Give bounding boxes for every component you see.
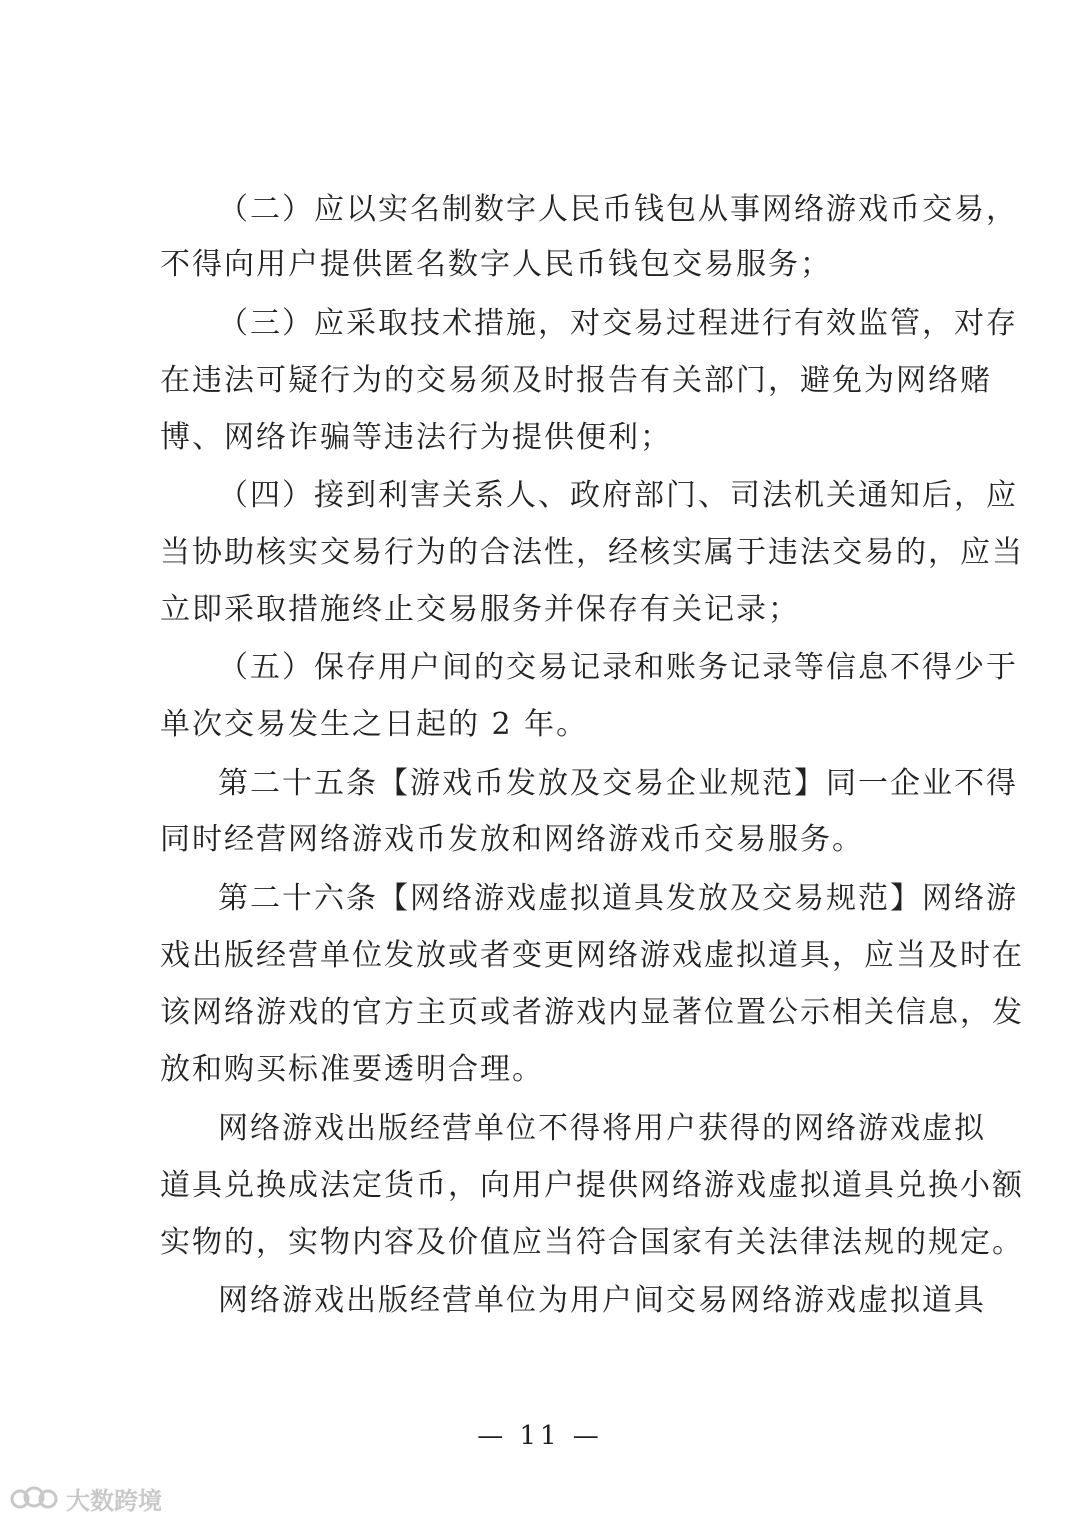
text-line-3: （三）应采取技术措施，对交易过程进行有效监管，对存: [218, 306, 1018, 341]
text-line-5: 博、网络诈骗等违法行为提供便利；: [160, 420, 672, 455]
article-25-heading-line: 第二十五条【游戏币发放及交易企业规范】同一企业不得: [218, 766, 1018, 801]
text-line-16: 放和购买标准要透明合理。: [160, 1052, 544, 1087]
text-line-10: 单次交易发生之日起的 2 年。: [160, 707, 589, 742]
text-line-7: 当协助核实交易行为的合法性，经核实属于违法交易的，应当: [160, 535, 1024, 570]
text-line-17: 网络游戏出版经营单位不得将用户获得的网络游戏虚拟: [218, 1111, 986, 1146]
text-line-19: 实物的，实物内容及价值应当符合国家有关法律法规的规定。: [160, 1225, 1024, 1260]
watermark-text: 大数跨境: [66, 1486, 162, 1515]
text-line-8: 立即采取措施终止交易服务并保存有关记录；: [160, 592, 800, 627]
text-line-1: （二）应以实名制数字人民币钱包从事网络游戏币交易，: [218, 192, 1018, 227]
text-line-14: 戏出版经营单位发放或者变更网络游戏虚拟道具，应当及时在: [160, 938, 1024, 973]
watermark: [10, 1480, 162, 1516]
text-line-12: 同时经营网络游戏币发放和网络游戏币交易服务。: [160, 822, 864, 857]
text-line-2: 不得向用户提供匿名数字人民币钱包交易服务；: [160, 247, 832, 282]
article-26-heading-line: 第二十六条【网络游戏虚拟道具发放及交易规范】网络游: [218, 881, 1018, 916]
text-line-15: 该网络游戏的官方主页或者游戏内显著位置公示相关信息，发: [160, 995, 1024, 1030]
text-line-4: 在违法可疑行为的交易须及时报告有关部门，避免为网络赌: [160, 363, 992, 398]
text-line-6: （四）接到利害关系人、政府部门、司法机关通知后，应: [218, 478, 1018, 513]
cloud-logo-icon: [10, 1485, 60, 1511]
text-line-20: 网络游戏出版经营单位为用户间交易网络游戏虚拟道具: [218, 1283, 986, 1318]
text-line-9: （五）保存用户间的交易记录和账务记录等信息不得少于: [218, 650, 1018, 685]
page-number: — 11 —: [477, 1421, 603, 1451]
text-line-18: 道具兑换成法定货币，向用户提供网络游戏虚拟道具兑换小额: [160, 1168, 1024, 1203]
